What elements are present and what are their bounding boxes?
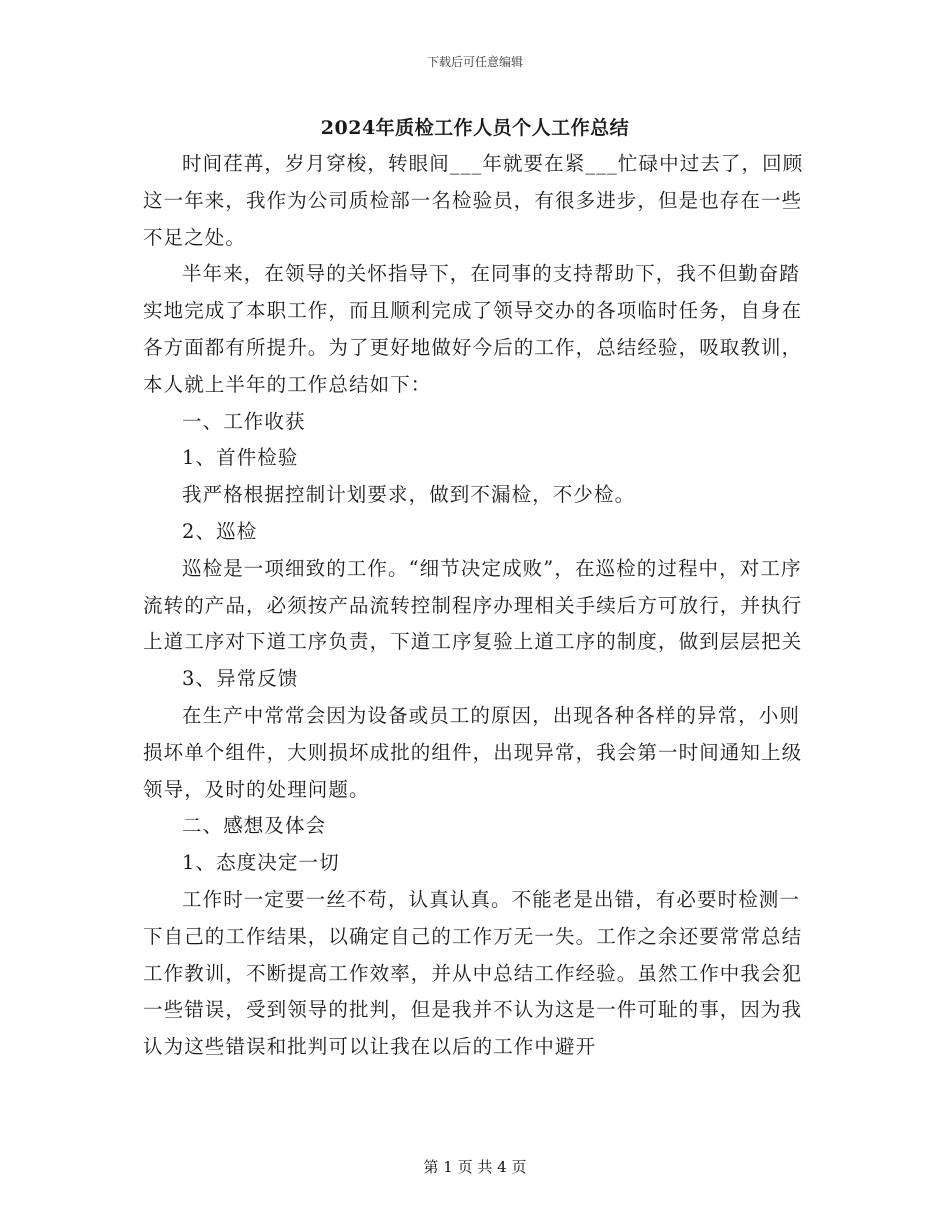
document-body bbox=[143, 146, 808, 1066]
section-heading-reflections: 二、感想及体会 bbox=[182, 814, 327, 838]
document-title: 2024年质检工作人员个人工作总结 bbox=[320, 117, 630, 139]
page-number: 第 1 页 共 4 页 bbox=[423, 1158, 527, 1176]
subheading-exception-feedback: 3、异常反馈 bbox=[182, 667, 299, 691]
paragraph-first-inspection: 我严格根据控制计划要求，做到不漏检，不少检。 bbox=[182, 483, 636, 507]
subheading-first-inspection: 1、首件检验 bbox=[182, 446, 299, 470]
subheading-attitude: 1、态度决定一切 bbox=[182, 851, 340, 875]
header-note: 下载后可任意编辑 bbox=[426, 55, 523, 69]
subheading-patrol-inspection: 2、巡检 bbox=[182, 519, 258, 543]
paragraph-patrol-inspection: 巡检是一项细致的工作。“细节决定成败”，在巡检的过程中，对工序流转的产品，必须按产品流转控制程序办理相关手续后方可放行，并执行上道工序对下道工序负责，下道工序复验上道工序的制度，做到层层把关 bbox=[143, 556, 803, 654]
section-heading-gains: 一、工作收获 bbox=[182, 409, 306, 433]
paragraph-exception-feedback: 在生产中常常会因为设备或员工的原因，出现各种各样的异常，小则损坏单个组件，大则损坏成批的组件，出现异常，我会第一时间通知上级领导，及时的处理问题。 bbox=[143, 703, 803, 801]
paragraph-intro: 时间荏苒，岁月穿梭，转眼间___年就要在紧___忙碌中过去了，回顾这一年来，我作为公司质检部一名检验员，有很多进步，但是也存在一些不足之处。 bbox=[143, 152, 804, 249]
paragraph-overview: 半年来，在领导的关怀指导下，在同事的支持帮助下，我不但勤奋踏实地完成了本职工作，而且顺利完成了领导交办的各项临时任务，自身在各方面都有所提升。为了更好地做好今后的工作，总结经验，吸取教训，本人就上半年的工作总结如下： bbox=[143, 262, 803, 396]
paragraph-attitude: 工作时一定要一丝不苟，认真认真。不能老是出错，有必要时检测一下自己的工作结果，以确定自己的工作万无一失。工作之余还要常常总结工作教训，不断提高工作效率，并从中总结工作经验。虽然工作中我会犯一些错误，受到领导的批判，但是我并不认为这是一件可耻的事，因为我认为这些错误和批判可以让我在以后的工作中避开 bbox=[143, 887, 803, 1059]
